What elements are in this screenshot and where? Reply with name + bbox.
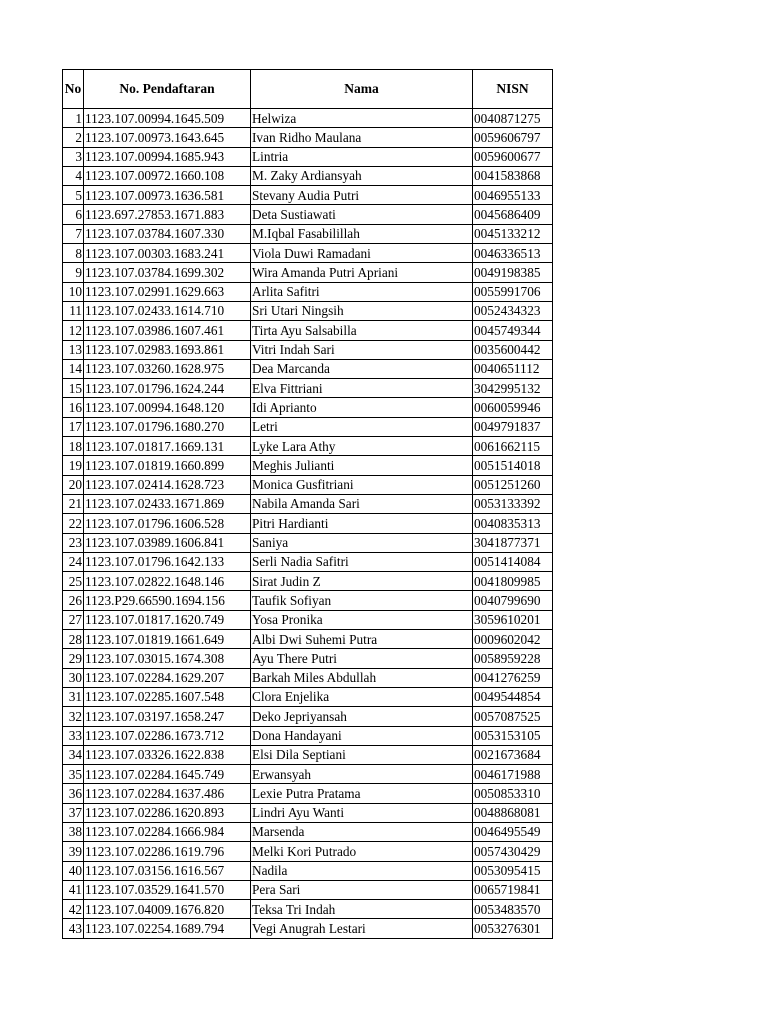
cell-name: M. Zaky Ardiansyah	[251, 166, 473, 185]
cell-name: Yosa Pronika	[251, 610, 473, 629]
table-row	[63, 186, 553, 205]
cell-name: Saniya	[251, 533, 473, 552]
cell-name: Sirat Judin Z	[251, 572, 473, 591]
cell-registration-number: 1123.107.00303.1683.241	[84, 244, 251, 263]
cell-no: 25	[63, 572, 84, 591]
cell-registration-number: 1123.107.03156.1616.567	[84, 861, 251, 880]
header-no: No	[63, 70, 84, 109]
cell-no: 3	[63, 147, 84, 166]
table-row	[63, 321, 553, 340]
cell-registration-number: 1123.107.02991.1629.663	[84, 282, 251, 301]
cell-nisn: 0051414084	[473, 552, 553, 571]
cell-nisn: 0055991706	[473, 282, 553, 301]
cell-nisn: 0061662115	[473, 437, 553, 456]
table-row	[63, 687, 553, 706]
cell-name: Taufik Sofiyan	[251, 591, 473, 610]
cell-nisn: 0041276259	[473, 668, 553, 687]
cell-registration-number: 1123.107.02433.1614.710	[84, 301, 251, 320]
table-body	[63, 109, 553, 939]
cell-registration-number: 1123.107.01796.1606.528	[84, 514, 251, 533]
cell-no: 31	[63, 687, 84, 706]
cell-name: Nadila	[251, 861, 473, 880]
table-row	[63, 147, 553, 166]
cell-registration-number: 1123.107.02254.1689.794	[84, 919, 251, 938]
cell-nisn: 0048868081	[473, 803, 553, 822]
cell-name: Sri Utari Ningsih	[251, 301, 473, 320]
header-row	[63, 70, 553, 109]
cell-no: 26	[63, 591, 84, 610]
cell-nisn: 0060059946	[473, 398, 553, 417]
cell-registration-number: 1123.107.03784.1699.302	[84, 263, 251, 282]
cell-nisn: 0040799690	[473, 591, 553, 610]
cell-no: 17	[63, 417, 84, 436]
cell-registration-number: 1123.107.01796.1680.270	[84, 417, 251, 436]
header-registration-number: No. Pendaftaran	[84, 70, 251, 109]
table-row	[63, 900, 553, 919]
cell-registration-number: 1123.107.03326.1622.838	[84, 745, 251, 764]
cell-no: 23	[63, 533, 84, 552]
table-row	[63, 128, 553, 147]
table-row	[63, 572, 553, 591]
table-row	[63, 707, 553, 726]
cell-no: 8	[63, 244, 84, 263]
cell-registration-number: 1123.107.02284.1637.486	[84, 784, 251, 803]
cell-name: Elsi Dila Septiani	[251, 745, 473, 764]
cell-name: Deta Sustiawati	[251, 205, 473, 224]
cell-no: 20	[63, 475, 84, 494]
cell-no: 36	[63, 784, 84, 803]
cell-no: 39	[63, 842, 84, 861]
cell-nisn: 0049544854	[473, 687, 553, 706]
cell-nisn: 0046495549	[473, 822, 553, 841]
cell-nisn: 0041583868	[473, 166, 553, 185]
cell-name: Pera Sari	[251, 880, 473, 899]
cell-no: 42	[63, 900, 84, 919]
table-row	[63, 880, 553, 899]
cell-registration-number: 1123.107.02284.1645.749	[84, 765, 251, 784]
cell-no: 37	[63, 803, 84, 822]
cell-registration-number: 1123.107.00972.1660.108	[84, 166, 251, 185]
cell-no: 18	[63, 437, 84, 456]
cell-name: Dona Handayani	[251, 726, 473, 745]
student-registration-table	[62, 69, 553, 939]
cell-no: 16	[63, 398, 84, 417]
cell-nisn: 0053483570	[473, 900, 553, 919]
cell-name: Lyke Lara Athy	[251, 437, 473, 456]
cell-no: 12	[63, 321, 84, 340]
cell-nisn: 0053133392	[473, 494, 553, 513]
cell-nisn: 0045133212	[473, 224, 553, 243]
cell-name: Idi Aprianto	[251, 398, 473, 417]
cell-no: 35	[63, 765, 84, 784]
cell-name: Arlita Safitri	[251, 282, 473, 301]
table-row	[63, 591, 553, 610]
cell-nisn: 0059600677	[473, 147, 553, 166]
table-row	[63, 765, 553, 784]
cell-nisn: 0051251260	[473, 475, 553, 494]
cell-registration-number: 1123.107.02284.1666.984	[84, 822, 251, 841]
cell-nisn: 0053153105	[473, 726, 553, 745]
cell-no: 33	[63, 726, 84, 745]
cell-nisn: 0052434323	[473, 301, 553, 320]
cell-name: Nabila Amanda Sari	[251, 494, 473, 513]
cell-name: Lintria	[251, 147, 473, 166]
cell-registration-number: 1123.107.02414.1628.723	[84, 475, 251, 494]
cell-no: 41	[63, 880, 84, 899]
cell-name: Vegi Anugrah Lestari	[251, 919, 473, 938]
table-row	[63, 726, 553, 745]
table-row	[63, 822, 553, 841]
cell-registration-number: 1123.107.02285.1607.548	[84, 687, 251, 706]
table-row	[63, 398, 553, 417]
cell-name: Erwansyah	[251, 765, 473, 784]
table-header	[63, 70, 553, 109]
table-row	[63, 784, 553, 803]
cell-registration-number: 1123.107.01817.1669.131	[84, 437, 251, 456]
cell-registration-number: 1123.107.00973.1643.645	[84, 128, 251, 147]
cell-no: 1	[63, 109, 84, 128]
cell-nisn: 3041877371	[473, 533, 553, 552]
table-row	[63, 340, 553, 359]
cell-name: Ivan Ridho Maulana	[251, 128, 473, 147]
cell-name: Barkah Miles Abdullah	[251, 668, 473, 687]
cell-name: Monica Gusfitriani	[251, 475, 473, 494]
cell-no: 15	[63, 379, 84, 398]
cell-name: Dea Marcanda	[251, 359, 473, 378]
table-row	[63, 842, 553, 861]
cell-name: Clora Enjelika	[251, 687, 473, 706]
cell-registration-number: 1123.P29.66590.1694.156	[84, 591, 251, 610]
cell-no: 13	[63, 340, 84, 359]
cell-registration-number: 1123.107.00994.1645.509	[84, 109, 251, 128]
cell-no: 28	[63, 630, 84, 649]
cell-registration-number: 1123.107.03784.1607.330	[84, 224, 251, 243]
table-row	[63, 301, 553, 320]
cell-nisn: 0046955133	[473, 186, 553, 205]
cell-registration-number: 1123.107.03197.1658.247	[84, 707, 251, 726]
table-row	[63, 244, 553, 263]
cell-nisn: 0046336513	[473, 244, 553, 263]
cell-name: Lindri Ayu Wanti	[251, 803, 473, 822]
cell-registration-number: 1123.107.02286.1673.712	[84, 726, 251, 745]
cell-name: Helwiza	[251, 109, 473, 128]
cell-registration-number: 1123.107.02284.1629.207	[84, 668, 251, 687]
cell-no: 24	[63, 552, 84, 571]
cell-no: 43	[63, 919, 84, 938]
cell-no: 21	[63, 494, 84, 513]
table-row	[63, 379, 553, 398]
cell-no: 4	[63, 166, 84, 185]
cell-registration-number: 1123.107.02822.1648.146	[84, 572, 251, 591]
cell-registration-number: 1123.107.01817.1620.749	[84, 610, 251, 629]
cell-name: Teksa Tri Indah	[251, 900, 473, 919]
cell-nisn: 0040835313	[473, 514, 553, 533]
cell-name: Wira Amanda Putri Apriani	[251, 263, 473, 282]
cell-registration-number: 1123.107.00994.1685.943	[84, 147, 251, 166]
cell-nisn: 0021673684	[473, 745, 553, 764]
table-row	[63, 552, 553, 571]
cell-nisn: 3042995132	[473, 379, 553, 398]
table-row	[63, 109, 553, 128]
cell-name: Melki Kori Putrado	[251, 842, 473, 861]
table-row	[63, 514, 553, 533]
cell-registration-number: 1123.107.01819.1660.899	[84, 456, 251, 475]
cell-no: 9	[63, 263, 84, 282]
table-row	[63, 630, 553, 649]
cell-no: 14	[63, 359, 84, 378]
cell-no: 32	[63, 707, 84, 726]
cell-nisn: 0045749344	[473, 321, 553, 340]
cell-no: 22	[63, 514, 84, 533]
cell-no: 29	[63, 649, 84, 668]
cell-name: M.Iqbal Fasabilillah	[251, 224, 473, 243]
cell-nisn: 0059606797	[473, 128, 553, 147]
header-name: Nama	[251, 70, 473, 109]
cell-nisn: 0009602042	[473, 630, 553, 649]
cell-name: Elva Fittriani	[251, 379, 473, 398]
cell-name: Albi Dwi Suhemi Putra	[251, 630, 473, 649]
cell-nisn: 0051514018	[473, 456, 553, 475]
cell-registration-number: 1123.107.02286.1619.796	[84, 842, 251, 861]
cell-nisn: 0040871275	[473, 109, 553, 128]
table-row	[63, 417, 553, 436]
cell-registration-number: 1123.107.03260.1628.975	[84, 359, 251, 378]
cell-nisn: 0053276301	[473, 919, 553, 938]
header-nisn: NISN	[473, 70, 553, 109]
table-row	[63, 224, 553, 243]
cell-no: 7	[63, 224, 84, 243]
cell-nisn: 0046171988	[473, 765, 553, 784]
cell-registration-number: 1123.107.00973.1636.581	[84, 186, 251, 205]
table-row	[63, 437, 553, 456]
cell-no: 2	[63, 128, 84, 147]
cell-registration-number: 1123.107.02286.1620.893	[84, 803, 251, 822]
cell-name: Stevany Audia Putri	[251, 186, 473, 205]
cell-registration-number: 1123.107.03989.1606.841	[84, 533, 251, 552]
cell-registration-number: 1123.107.01819.1661.649	[84, 630, 251, 649]
table-row	[63, 861, 553, 880]
cell-name: Lexie Putra Pratama	[251, 784, 473, 803]
table-row	[63, 649, 553, 668]
table-row	[63, 533, 553, 552]
cell-registration-number: 1123.107.00994.1648.120	[84, 398, 251, 417]
table-row	[63, 263, 553, 282]
cell-registration-number: 1123.107.02433.1671.869	[84, 494, 251, 513]
cell-nisn: 0050853310	[473, 784, 553, 803]
cell-nisn: 0040651112	[473, 359, 553, 378]
cell-no: 11	[63, 301, 84, 320]
table-row	[63, 610, 553, 629]
table-row	[63, 745, 553, 764]
cell-registration-number: 1123.107.03015.1674.308	[84, 649, 251, 668]
table-row	[63, 359, 553, 378]
cell-registration-number: 1123.107.03986.1607.461	[84, 321, 251, 340]
table-row	[63, 166, 553, 185]
cell-no: 10	[63, 282, 84, 301]
cell-nisn: 0057087525	[473, 707, 553, 726]
table-row	[63, 919, 553, 938]
cell-no: 34	[63, 745, 84, 764]
cell-nisn: 0065719841	[473, 880, 553, 899]
cell-nisn: 0057430429	[473, 842, 553, 861]
cell-name: Tirta Ayu Salsabilla	[251, 321, 473, 340]
cell-name: Pitri Hardianti	[251, 514, 473, 533]
cell-name: Ayu There Putri	[251, 649, 473, 668]
cell-name: Meghis Julianti	[251, 456, 473, 475]
cell-name: Marsenda	[251, 822, 473, 841]
cell-name: Deko Jepriyansah	[251, 707, 473, 726]
cell-no: 6	[63, 205, 84, 224]
cell-nisn: 0045686409	[473, 205, 553, 224]
table-row	[63, 803, 553, 822]
cell-nisn: 0053095415	[473, 861, 553, 880]
cell-no: 19	[63, 456, 84, 475]
cell-name: Serli Nadia Safitri	[251, 552, 473, 571]
table-row	[63, 456, 553, 475]
cell-name: Vitri Indah Sari	[251, 340, 473, 359]
cell-no: 38	[63, 822, 84, 841]
table-row	[63, 668, 553, 687]
cell-nisn: 3059610201	[473, 610, 553, 629]
cell-registration-number: 1123.107.01796.1624.244	[84, 379, 251, 398]
table-row	[63, 205, 553, 224]
cell-registration-number: 1123.697.27853.1671.883	[84, 205, 251, 224]
table-row	[63, 282, 553, 301]
cell-registration-number: 1123.107.01796.1642.133	[84, 552, 251, 571]
cell-name: Letri	[251, 417, 473, 436]
cell-registration-number: 1123.107.04009.1676.820	[84, 900, 251, 919]
table-row	[63, 475, 553, 494]
table-row	[63, 494, 553, 513]
cell-name: Viola Duwi Ramadani	[251, 244, 473, 263]
cell-nisn: 0041809985	[473, 572, 553, 591]
cell-nisn: 0049198385	[473, 263, 553, 282]
cell-nisn: 0035600442	[473, 340, 553, 359]
cell-no: 40	[63, 861, 84, 880]
cell-no: 5	[63, 186, 84, 205]
cell-no: 27	[63, 610, 84, 629]
cell-nisn: 0058959228	[473, 649, 553, 668]
cell-registration-number: 1123.107.03529.1641.570	[84, 880, 251, 899]
cell-registration-number: 1123.107.02983.1693.861	[84, 340, 251, 359]
cell-no: 30	[63, 668, 84, 687]
cell-nisn: 0049791837	[473, 417, 553, 436]
